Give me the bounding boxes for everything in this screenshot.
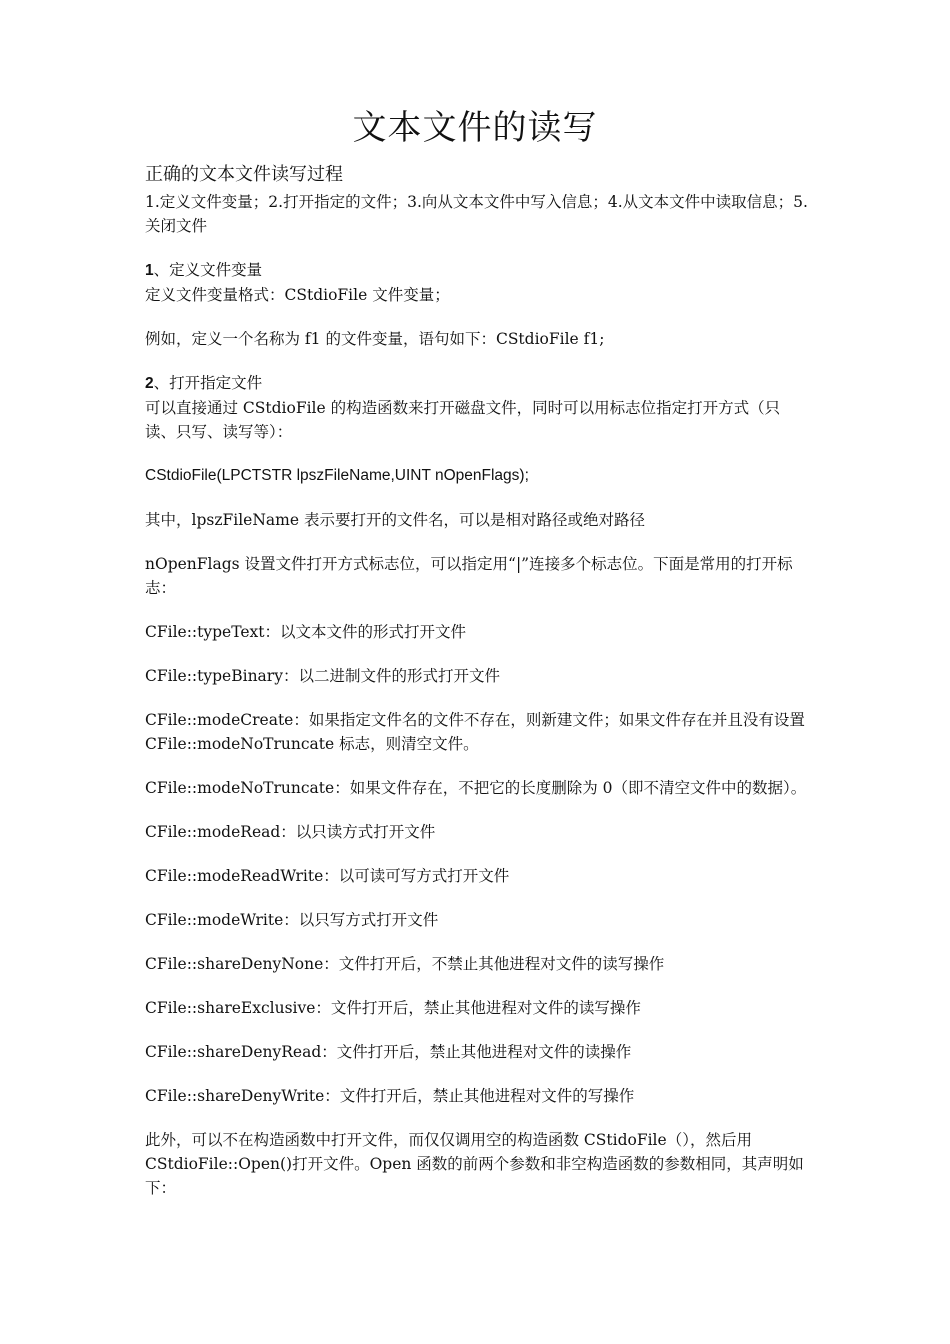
flag-item: CFile::shareDenyWrite：文件打开后，禁止其他进程对文件的写操作 xyxy=(145,1087,635,1105)
section-1-example: 例如，定义一个名称为 f1 的文件变量，语句如下：CStdioFile f1; xyxy=(145,330,605,348)
section-subtitle: 正确的文本文件读写过程 xyxy=(145,164,343,185)
intro-paragraph: 1.定义文件变量；2.打开指定的文件；3.向从文本文件中写入信息；4.从文本文件中读取信息；5.关闭文件 xyxy=(145,193,808,235)
constructor-signature: CStdioFile(LPCTSTR lpszFileName,UINT nOpenFlags); xyxy=(145,467,529,484)
section-2-heading-text: 、打开指定文件 xyxy=(153,374,263,392)
page-title: 文本文件的读写 xyxy=(352,108,598,148)
flag-item: CFile::modeReadWrite：以可读可写方式打开文件 xyxy=(145,867,510,885)
document-body xyxy=(145,160,810,1200)
flag-item: CFile::modeRead：以只读方式打开文件 xyxy=(145,823,436,841)
flag-item: CFile::modeCreate：如果指定文件名的文件不存在，则新建文件；如果文件存在并且没有设置 CFile::modeNoTruncate 标志，则清空文件。 xyxy=(145,711,805,753)
section-2-heading xyxy=(145,371,810,396)
flag-item: CFile::modeWrite：以只写方式打开文件 xyxy=(145,911,439,929)
section-1-format: 定义文件变量格式：CStdioFile 文件变量； xyxy=(145,286,450,304)
flag-item: CFile::typeBinary：以二进制文件的形式打开文件 xyxy=(145,667,500,685)
section-2-number: 2 xyxy=(145,375,154,392)
flag-item: CFile::shareDenyRead：文件打开后，禁止其他进程对文件的读操作 xyxy=(145,1043,632,1061)
flag-item: CFile::typeText：以文本文件的形式打开文件 xyxy=(145,623,467,641)
param-nopenflags: nOpenFlags 设置文件打开方式标志位，可以指定用“|”连接多个标志位。下面是常用的打开标志： xyxy=(145,555,793,597)
section-1-number: 1 xyxy=(145,262,154,279)
flag-item: CFile::shareExclusive：文件打开后，禁止其他进程对文件的读写操作 xyxy=(145,999,641,1017)
section-1-heading-text: 、定义文件变量 xyxy=(153,261,263,279)
flag-item: CFile::modeNoTruncate：如果文件存在，不把它的长度删除为 0（即不清空文件中的数据）。 xyxy=(145,779,807,797)
section-1-heading xyxy=(145,258,810,283)
closing-paragraph: 此外，可以不在构造函数中打开文件，而仅仅调用空的构造函数 CStidoFile（），然后用 CStdioFile::Open()打开文件。Open 函数的前两个参数和非空构造函数的参数相同，其声明如下： xyxy=(145,1131,804,1197)
section-2-description: 可以直接通过 CStdioFile 的构造函数来打开磁盘文件，同时可以用标志位指定打开方式（只读、只写、读写等）： xyxy=(145,399,781,441)
param-lpszfilename: 其中，lpszFileName 表示要打开的文件名，可以是相对路径或绝对路径 xyxy=(145,511,645,529)
flag-item: CFile::shareDenyNone：文件打开后，不禁止其他进程对文件的读写操作 xyxy=(145,955,665,973)
